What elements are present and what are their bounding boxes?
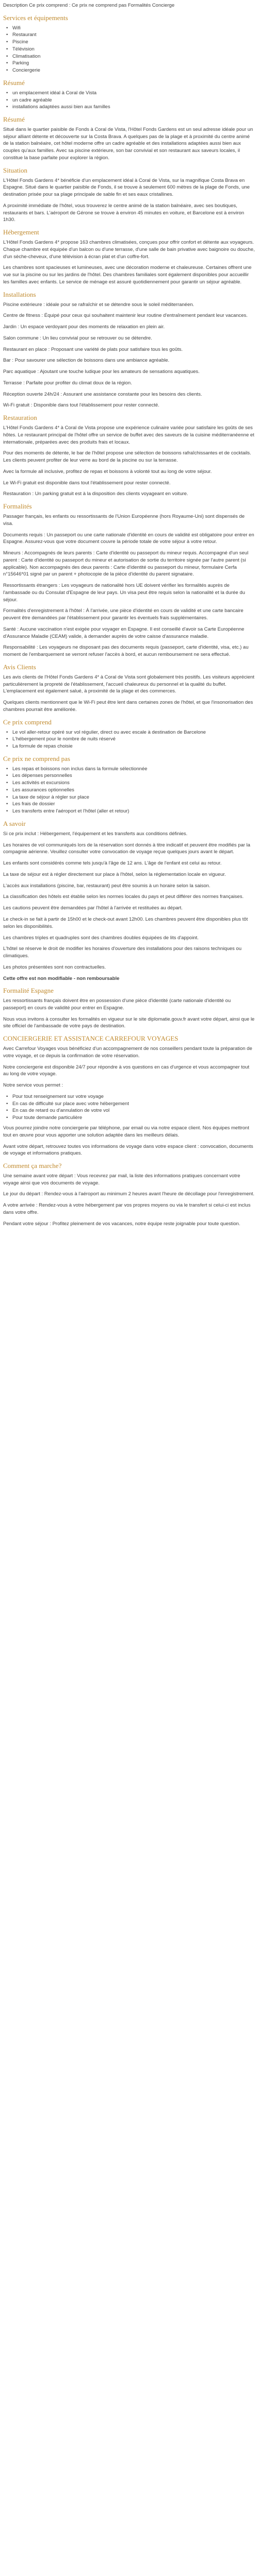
- paragraph: L'Hôtel Fonds Gardens 4* à Coral de Vista propose une expérience culinaire variée pour satisfaire les goûts de ses hôtes. Le restaurant principal de l'hôtel offre un service de buffet avec des saveurs de la cuisine méditerranéenne et internationale, préparées avec des produits frais et locaux.: [3, 425, 254, 445]
- list-item: • un emplacement idéal à Coral de Vista: [9, 90, 255, 97]
- section-title: Restauration: [3, 414, 37, 422]
- paragraph: Si ce prix inclut : Hébergement, l'équipement et les transferts aux conditions définies.: [3, 831, 188, 837]
- section-ne-comprend: [3, 754, 255, 815]
- paragraph: Formalités d'enregistrement à l'hôtel : À l'arrivée, une pièce d'identité en cours de validité et une carte bancaire peuvent être demandées par l'établissement pour garantir les éventuels frais supplémentaires.: [3, 608, 244, 621]
- section-title: Comment ça marche?: [3, 1162, 62, 1170]
- list-item: • Les transferts entre l'aéroport et l'hôtel (aller et retour): [9, 808, 255, 815]
- offer-notice: Cette offre est non modifiable - non remboursable: [3, 975, 120, 981]
- paragraph: Le check-in se fait à partir de 15h00 et le check-out avant 12h00. Les chambres peuvent être disponibles plus tôt selon les disponibilités.: [3, 916, 248, 929]
- section-title: A savoir: [3, 820, 26, 827]
- section-hebergement: [3, 228, 255, 285]
- paragraph: Vous pourrez joindre notre conciergerie par téléphone, par email ou via notre espace client. Nos équipes mettront tout en œuvre pour vous apporter une solution adaptée dans les meilleurs délais.: [3, 1125, 249, 1138]
- section-services: [3, 13, 255, 74]
- paragraph: A votre arrivée : Rendez-vous à votre hébergement par vos propres moyens ou via le transfert si celui-ci est inclus dans votre offre.: [3, 1202, 251, 1215]
- section-resume-short: [3, 78, 255, 111]
- section-resume: [3, 115, 255, 162]
- list-item: • Les frais de dossier: [9, 801, 255, 808]
- list-item: • L'hébergement pour le nombre de nuits réservé: [9, 736, 255, 743]
- paragraph: L'hôtel se réserve le droit de modifier les horaires d'ouverture des installations pour des raisons techniques ou climatiques.: [3, 946, 241, 959]
- section-title: Formalités: [3, 502, 32, 511]
- paragraph: Les chambres triples et quadruples sont des chambres doubles équipées de lits d'appoint.: [3, 935, 199, 941]
- section-conciergerie: [3, 1034, 255, 1157]
- paragraph: Le Wi-Fi gratuit est disponible dans tout l'établissement pour rester connecté.: [3, 480, 171, 486]
- list-item: • Piscine: [9, 39, 255, 46]
- section-title: Services et équipements: [3, 13, 68, 22]
- paragraph: La classification des hôtels est établie selon les normes locales du pays et peut différer des normes françaises.: [3, 894, 244, 900]
- section-title: Formalité Espagne: [3, 987, 54, 995]
- paragraph: Notre service vous permet :: [3, 1082, 63, 1089]
- section-title: CONCIERGERIE ET ASSISTANCE CARREFOUR VOYAGES: [3, 1035, 179, 1043]
- list-item: • installations adaptées aussi bien aux familles: [9, 104, 255, 111]
- section-title: Avis Clients: [3, 663, 36, 671]
- list-item: • En cas de difficulté sur place avec votre hébergement: [9, 1100, 255, 1108]
- paragraph: Les photos présentées sont non contractuelles.: [3, 964, 106, 970]
- list-item: • La formule de repas choisie: [9, 743, 255, 750]
- paragraph: L'Hôtel Fonds Gardens 4* bénéficie d'un emplacement idéal à Coral de Vista, sur la magnifique Costa Brava en Espagne. Situé dans le quartier paisible de Fonds, il se trouve à seulement 600 mètres de la plage de Fonds, une destination prisée pour sa plage principale de sable fin et ses eaux cristallines.: [3, 177, 250, 198]
- paragraph: Le jour du départ : Rendez-vous à l'aéroport au minimum 2 heures avant l'heure de décollage pour l'enregistrement.: [3, 1191, 255, 1197]
- section-comprend: [3, 718, 255, 750]
- paragraph: La taxe de séjour est à régler directement sur place à l'hôtel, selon la réglementation locale en vigueur.: [3, 871, 226, 877]
- paragraph: Santé : Aucune vaccination n'est exigée pour voyager en Espagne. Il est conseillé d'avoir sa Carte Européenne d'Assurance Maladie (CEAM) valide, à demander auprès de votre caisse d'assurance maladie.: [3, 626, 245, 639]
- paragraph: Avec Carrefour Voyages vous bénéficiez d'un accompagnement de nos conseillers pendant toute la préparation de votre voyage, et ce depuis la confirmation de votre réservation.: [3, 1046, 252, 1059]
- paragraph: Réception ouverte 24h/24 : Assurant une assistance constante pour les besoins des clients.: [3, 391, 202, 397]
- paragraph: Avant votre départ, retrouvez toutes vos informations de voyage dans votre espace client : convocation, documents de voyage et informations pratiques.: [3, 1143, 253, 1157]
- paragraph: Passager français, les enfants ou ressortissants de l'Union Européenne (hors Royaume-Uni) sont dispensés de visa.: [3, 513, 245, 527]
- paragraph: A proximité immédiate de l'hôtel, vous trouverez le centre animé de la station balnéaire, avec ses boutiques, restaurants et bars. L'aéroport de Gérone se trouve à environ 45 minutes en voiture, et Barcelone est à environ 1h30.: [3, 202, 245, 223]
- section-title: Ce prix comprend: [3, 718, 52, 726]
- paragraph: Les cautions peuvent être demandées par l'hôtel à l'arrivée et restituées au départ.: [3, 905, 183, 911]
- paragraph: L'Hôtel Fonds Gardens 4* propose 163 chambres climatisées, conçues pour offrir confort et détente aux voyageurs. Chaque chambre est équipée d'un balcon ou d'une terrasse, d'une salle de bain privative avec baignoire ou douche, d'un sèche-cheveux, d'une télévision à écran plat et d'un coffre-fort.: [3, 240, 255, 260]
- paragraph: Documents requis : Un passeport ou une carte nationale d'identité en cours de validité est obligatoire pour entrer en Espagne. Assurez-vous que votre document couvre la période totale de votre séjour à votre retour.: [3, 532, 254, 545]
- paragraph: Salon commune : Un lieu convivial pour se retrouver ou se détendre.: [3, 335, 152, 341]
- paragraph: Les horaires de vol communiqués lors de la réservation sont donnés à titre indicatif et peuvent être modifiés par la compagnie aérienne. Veuillez consulter votre convocation de voyage reçue quelques jours avant le départ.: [3, 842, 250, 855]
- paragraph: Notre conciergerie est disponible 24/7 pour répondre à vos questions en cas d'urgence et vous accompagner tout au long de votre voyage.: [3, 1064, 250, 1077]
- resume-list: [3, 90, 255, 111]
- section-installations: [3, 290, 255, 410]
- paragraph: Responsabilité : Les voyageurs ne disposant pas des documents requis (passeport, carte d'identité, visa, etc.) au moment de l'embarquement se verront refuser l'accès à bord, et aucun remboursement ne sera effectué.: [3, 645, 249, 658]
- conciergerie-list: [3, 1093, 255, 1122]
- list-item: • Conciergerie: [9, 67, 255, 74]
- section-title: Ce prix ne comprend pas: [3, 754, 70, 762]
- section-title: Situation: [3, 166, 27, 174]
- list-item: • Restaurant: [9, 31, 255, 39]
- section-restauration: [3, 413, 255, 498]
- list-item: • Les dépenses personnelles: [9, 772, 255, 779]
- paragraph: Quelques clients mentionnent que le Wi-Fi peut être lent dans certaines zones de l'hôtel, et que l'insonorisation des chambres pourrait être améliorée.: [3, 700, 253, 713]
- paragraph: Parc aquatique : Ajoutant une touche ludique pour les amateurs de sensations aquatiques.: [3, 369, 200, 375]
- section-title: Résumé: [3, 115, 25, 124]
- list-item: • Le vol aller-retour opéré sur vol régulier, direct ou avec escale à destination de Barcelone: [9, 729, 255, 736]
- paragraph: Jardin : Un espace verdoyant pour des moments de relaxation en plein air.: [3, 324, 165, 330]
- intro-text: Description Ce prix comprend : Ce prix ne comprend pas Formalités Concierge: [3, 3, 175, 8]
- paragraph: Ressortissants étrangers : Les voyageurs de nationalité hors UE doivent vérifier les formalités auprès de l'ambassade ou du Consulat d'Espagne de leur pays. Un visa peut être requis selon la nationalité et la durée du séjour.: [3, 583, 245, 603]
- page: [0, 0, 258, 1252]
- paragraph: Terrasse : Parfaite pour profiter du climat doux de la région.: [3, 380, 132, 386]
- section-title: Hébergement: [3, 228, 39, 236]
- paragraph: Les avis clients de l'Hôtel Fonds Gardens 4* à Coral de Vista sont globalement très positifs. Les visiteurs apprécient particulièrement la propreté de l'établissement, l'accueil chaleureux du personnel et la qualité du buffet. L'emplacement est également salué, à proximité de la plage et des commerces.: [3, 674, 254, 694]
- paragraph: Pour des moments de détente, le bar de l'hôtel propose une sélection de boissons rafraîchissantes et de cocktails. Les clients peuvent profiter de leur verre au bord de la piscine ou sur la terrasse.: [3, 450, 251, 464]
- paragraph: Les ressortissants français doivent être en possession d'une pièce d'identité (carte nationale d'identité ou passeport) en cours de validité pour entrer en Espagne.: [3, 998, 231, 1011]
- section-title: Résumé: [3, 78, 25, 87]
- list-item: • Pour tout renseignement sur votre voyage: [9, 1093, 255, 1100]
- list-item: • Les repas et boissons non inclus dans la formule sélectionnée: [9, 766, 255, 773]
- paragraph: Avec la formule all inclusive, profitez de repas et boissons à volonté tout au long de votre séjour.: [3, 468, 212, 474]
- paragraph: Centre de fitness : Équipé pour ceux qui souhaitent maintenir leur routine d'entraînement pendant leur vacances.: [3, 313, 248, 319]
- paragraph: Mineurs : Accompagnés de leurs parents : Carte d'identité ou passeport du mineur requis. Accompagné d'un seul parent : Carte d'identité ou passeport du mineur et autorisation de sortie du territoire signée par l'autre parent (si applicable). Non accompagnés des deux parents : Carte d'identité ou passeport du mineur, formulaire Cerfa n°15646*01 signé par un parent + photocopie de la pièce d'identité du parent signataire.: [3, 550, 249, 578]
- section-formalites: [3, 502, 255, 658]
- section-situation: [3, 166, 255, 224]
- ne-comprend-list: [3, 766, 255, 815]
- list-item: • Climatisation: [9, 53, 255, 60]
- list-item: • Wifi: [9, 25, 255, 32]
- list-item: • Les assurances optionnelles: [9, 787, 255, 794]
- paragraph: Situé dans le quartier paisible de Fonds à Coral de Vista, l'Hôtel Fonds Gardens est un seul adresse idéale pour un séjour alliant détente et découverte sur la Costa Brava. A quelques pas de la plage et à proximité du centre animé de la station balnéaire, cet hôtel moderne offre un cadre agréable et des installations adaptées aussi bien aux couples qu'aux familles. Avec sa piscine extérieure, son bar convivial et son restaurant aux saveurs locales, il constitue la base parfaite pour explorer la région.: [3, 126, 253, 161]
- paragraph: Restaurant en place : Proposant une variété de plats pour satisfaire tous les goûts.: [3, 346, 183, 352]
- paragraph: Pendant votre séjour : Profitez pleinement de vos vacances, notre équipe reste joignable pour toute question.: [3, 1221, 240, 1227]
- list-item: • un cadre agréable: [9, 97, 255, 104]
- paragraph: Piscine extérieure : idéale pour se rafraîchir et se détendre sous le soleil méditerranéen.: [3, 301, 195, 308]
- section-avis: [3, 663, 255, 714]
- paragraph: L'accès aux installations (piscine, bar, restaurant) peut être soumis à un horaire selon la saison.: [3, 883, 211, 889]
- paragraph: Nous vous invitons à consulter les formalités en vigueur sur le site diplomatie.gouv.fr avant votre départ, ainsi que le site officiel de l'ambassade de votre pays de destination.: [3, 1016, 255, 1029]
- section-a-savoir: [3, 819, 255, 982]
- paragraph: Bar : Pour savourer une sélection de boissons dans une ambiance agréable.: [3, 358, 170, 364]
- comprend-list: [3, 729, 255, 750]
- list-item: • En cas de retard ou d'annulation de votre vol: [9, 1107, 255, 1114]
- paragraph: Les enfants sont considérés comme tels jusqu'à l'âge de 12 ans. L'âge de l'enfant est celui au retour.: [3, 860, 222, 867]
- section-comment: [3, 1161, 255, 1227]
- list-item: • Les activités et excursions: [9, 779, 255, 787]
- list-item: • Pour toute demande particulière: [9, 1114, 255, 1122]
- paragraph: Une semaine avant votre départ : Vous recevrez par mail, la liste des informations pratiques concernant votre voyage ainsi que vos documents de voyage.: [3, 1173, 240, 1186]
- paragraph: Les chambres sont spacieuses et lumineuses, avec une décoration moderne et chaleureuse. Certaines offrent une vue sur la piscine ou sur les jardins de l'hôtel. Des chambres familiales sont également disponibles pour accueillir les familles avec enfants. Le service de ménage est assuré quotidiennement pour garantir un séjour agréable.: [3, 265, 252, 285]
- paragraph: Wi-Fi gratuit : Disponible dans tout l'établissement pour rester connecté.: [3, 402, 159, 409]
- list-item: • Télévision: [9, 46, 255, 53]
- section-title: Installations: [3, 290, 36, 298]
- paragraph: Restauration : Un parking gratuit est à la disposition des clients voyageant en voiture.: [3, 491, 188, 497]
- section-formalite-espagne: [3, 986, 255, 1030]
- list-item: • La taxe de séjour à régler sur place: [9, 794, 255, 801]
- services-list: [3, 25, 255, 74]
- list-item: • Parking: [9, 60, 255, 67]
